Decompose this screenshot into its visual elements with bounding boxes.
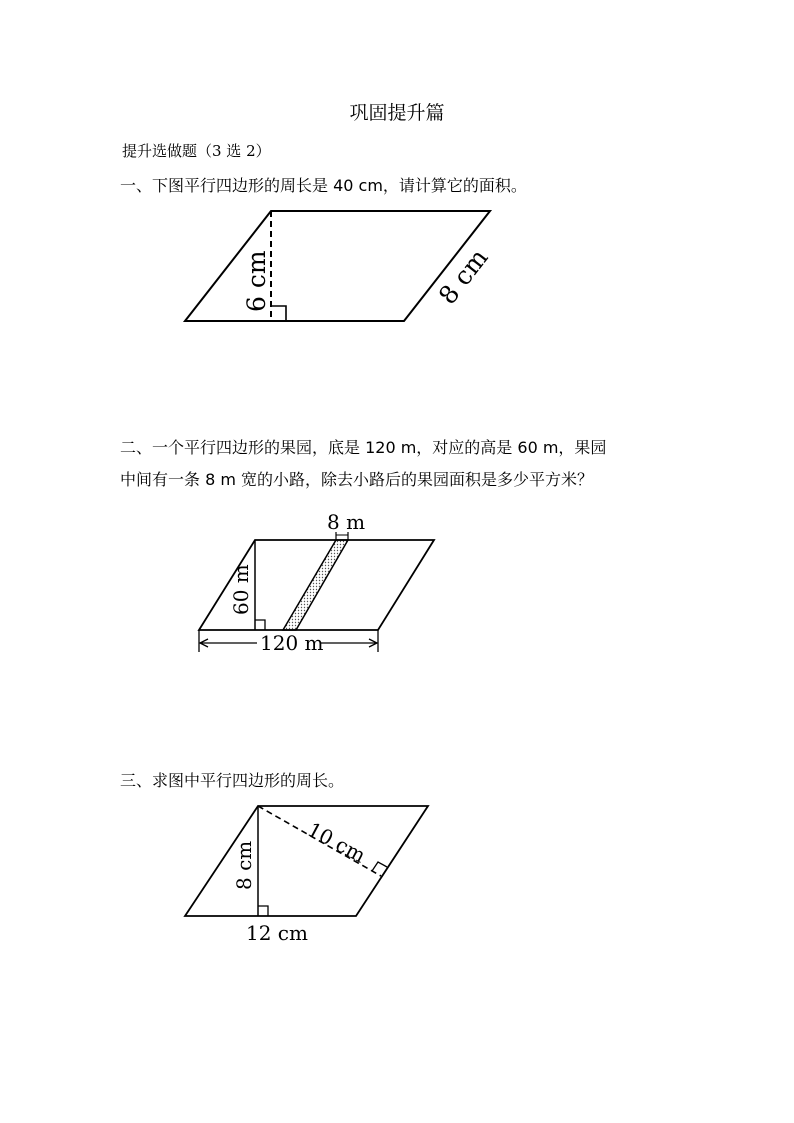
fig3-parallelogram-outline	[185, 806, 428, 916]
question-2-line-1: 二、一个平行四边形的果园，底是 120 m，对应的高是 60 m，果园	[120, 438, 607, 457]
fig1-side-label: 8 cm	[432, 243, 494, 310]
fig3-height-label: 8 cm	[232, 840, 256, 890]
question-3-text: 三、求图中平行四边形的周长。	[120, 771, 345, 790]
page-title: 巩固提升篇	[349, 102, 445, 124]
question-2-line-2: 中间有一条 8 m 宽的小路，除去小路后的果园面积是多少平方米？	[120, 470, 594, 489]
fig2-height-label: 60 m	[229, 564, 253, 615]
fig3-height-right-angle	[258, 906, 268, 916]
fig1-height-label: 6 cm	[242, 250, 271, 312]
section-subtitle: 提升选做题（3 选 2）	[122, 142, 271, 160]
fig3-diag-height-label: 10 cm	[303, 817, 370, 868]
fig2-path-width-label: 8 m	[327, 510, 366, 534]
fig2-base-label: 120 m	[260, 631, 324, 655]
question-1-text: 一、下图平行四边形的周长是 40 cm，请计算它的面积。	[120, 176, 527, 195]
fig3-base-label: 12 cm	[246, 921, 308, 945]
fig3-perp-right-angle	[372, 862, 387, 871]
